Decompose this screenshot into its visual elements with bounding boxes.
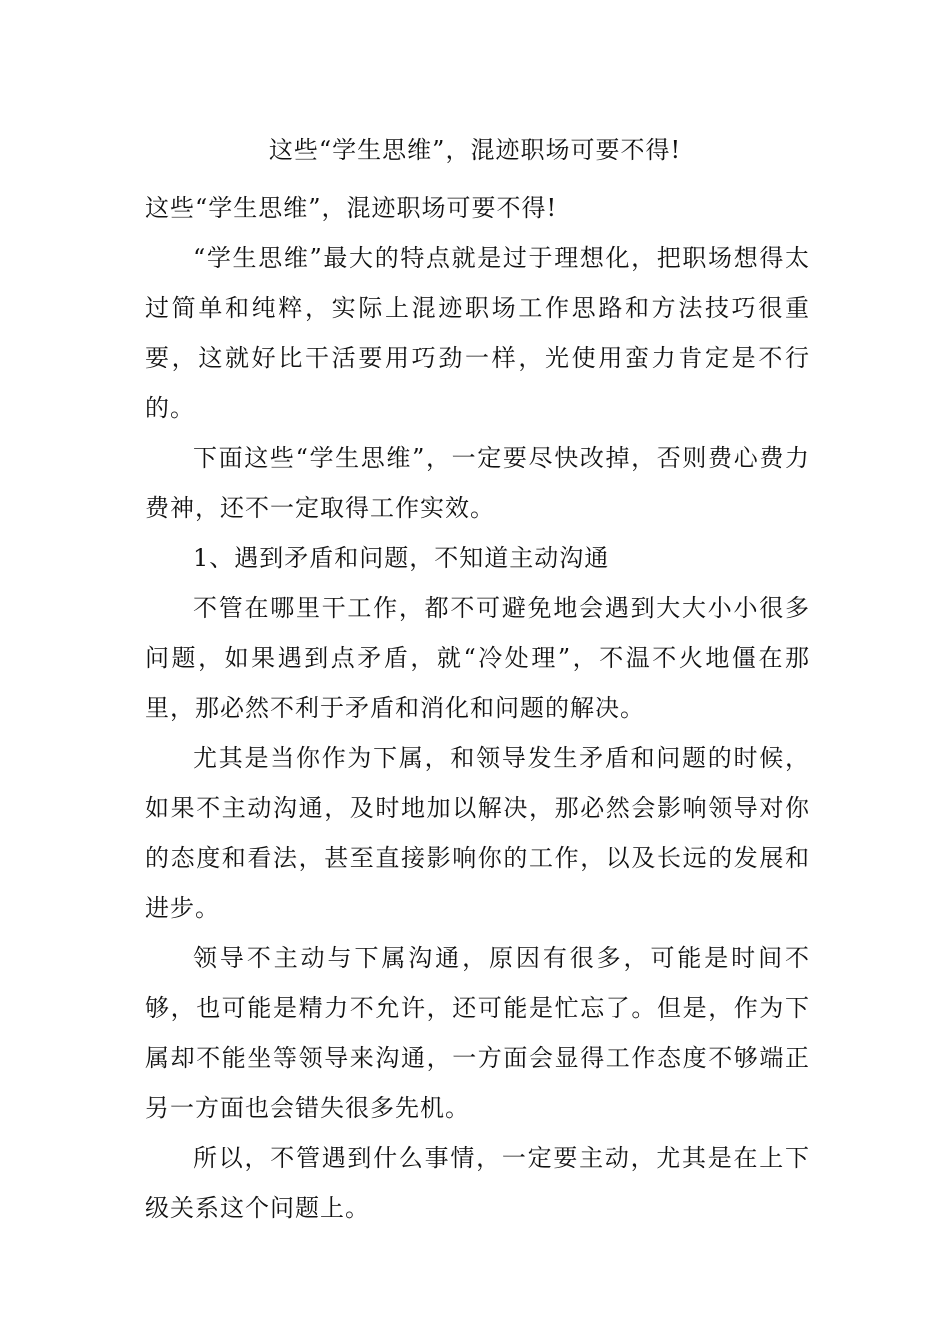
paragraph: 所以，不管遇到什么事情，一定要主动，尤其是在上下级关系这个问题上。 [145,1144,810,1222]
paragraph: 领导不主动与下属沟通，原因有很多，可能是时间不够，也可能是精力不允许，还可能是忙忘了。但是，作为下属却不能坐等领导来沟通，一方面会显得工作态度不够端正另一方面也会错失很多先机。 [145,944,810,1122]
paragraph-heading-repeat: 这些“学生思维”，混迹职场可要不得! [145,194,558,222]
paragraph: 不管在哪里干工作，都不可避免地会遇到大大小小很多问题，如果遇到点矛盾，就“冷处理”，不温不火地僵在那里，那必然不利于矛盾和消化和问题的解决。 [145,594,810,722]
paragraph-lead: 下面这些“学生思维”，一定要尽快改掉，否则费心费力费神，还不一定取得工作实效。 [145,444,810,522]
section-heading-1: 1、遇到矛盾和问题，不知道主动沟通 [193,544,610,572]
document-title: 这些“学生思维”，混迹职场可要不得! [268,136,682,164]
paragraph-intro: “学生思维”最大的特点就是过于理想化，把职场想得太过简单和纯粹，实际上混迹职场工作思路和方法技巧很重要，这就好比干活要用巧劲一样，光使用蛮力肯定是不行的。 [145,244,810,422]
paragraph: 尤其是当你作为下属，和领导发生矛盾和问题的时候，如果不主动沟通，及时地加以解决，那必然会影响领导对你的态度和看法，甚至直接影响你的工作，以及长远的发展和进步。 [145,744,810,922]
document-body [145,183,810,1233]
